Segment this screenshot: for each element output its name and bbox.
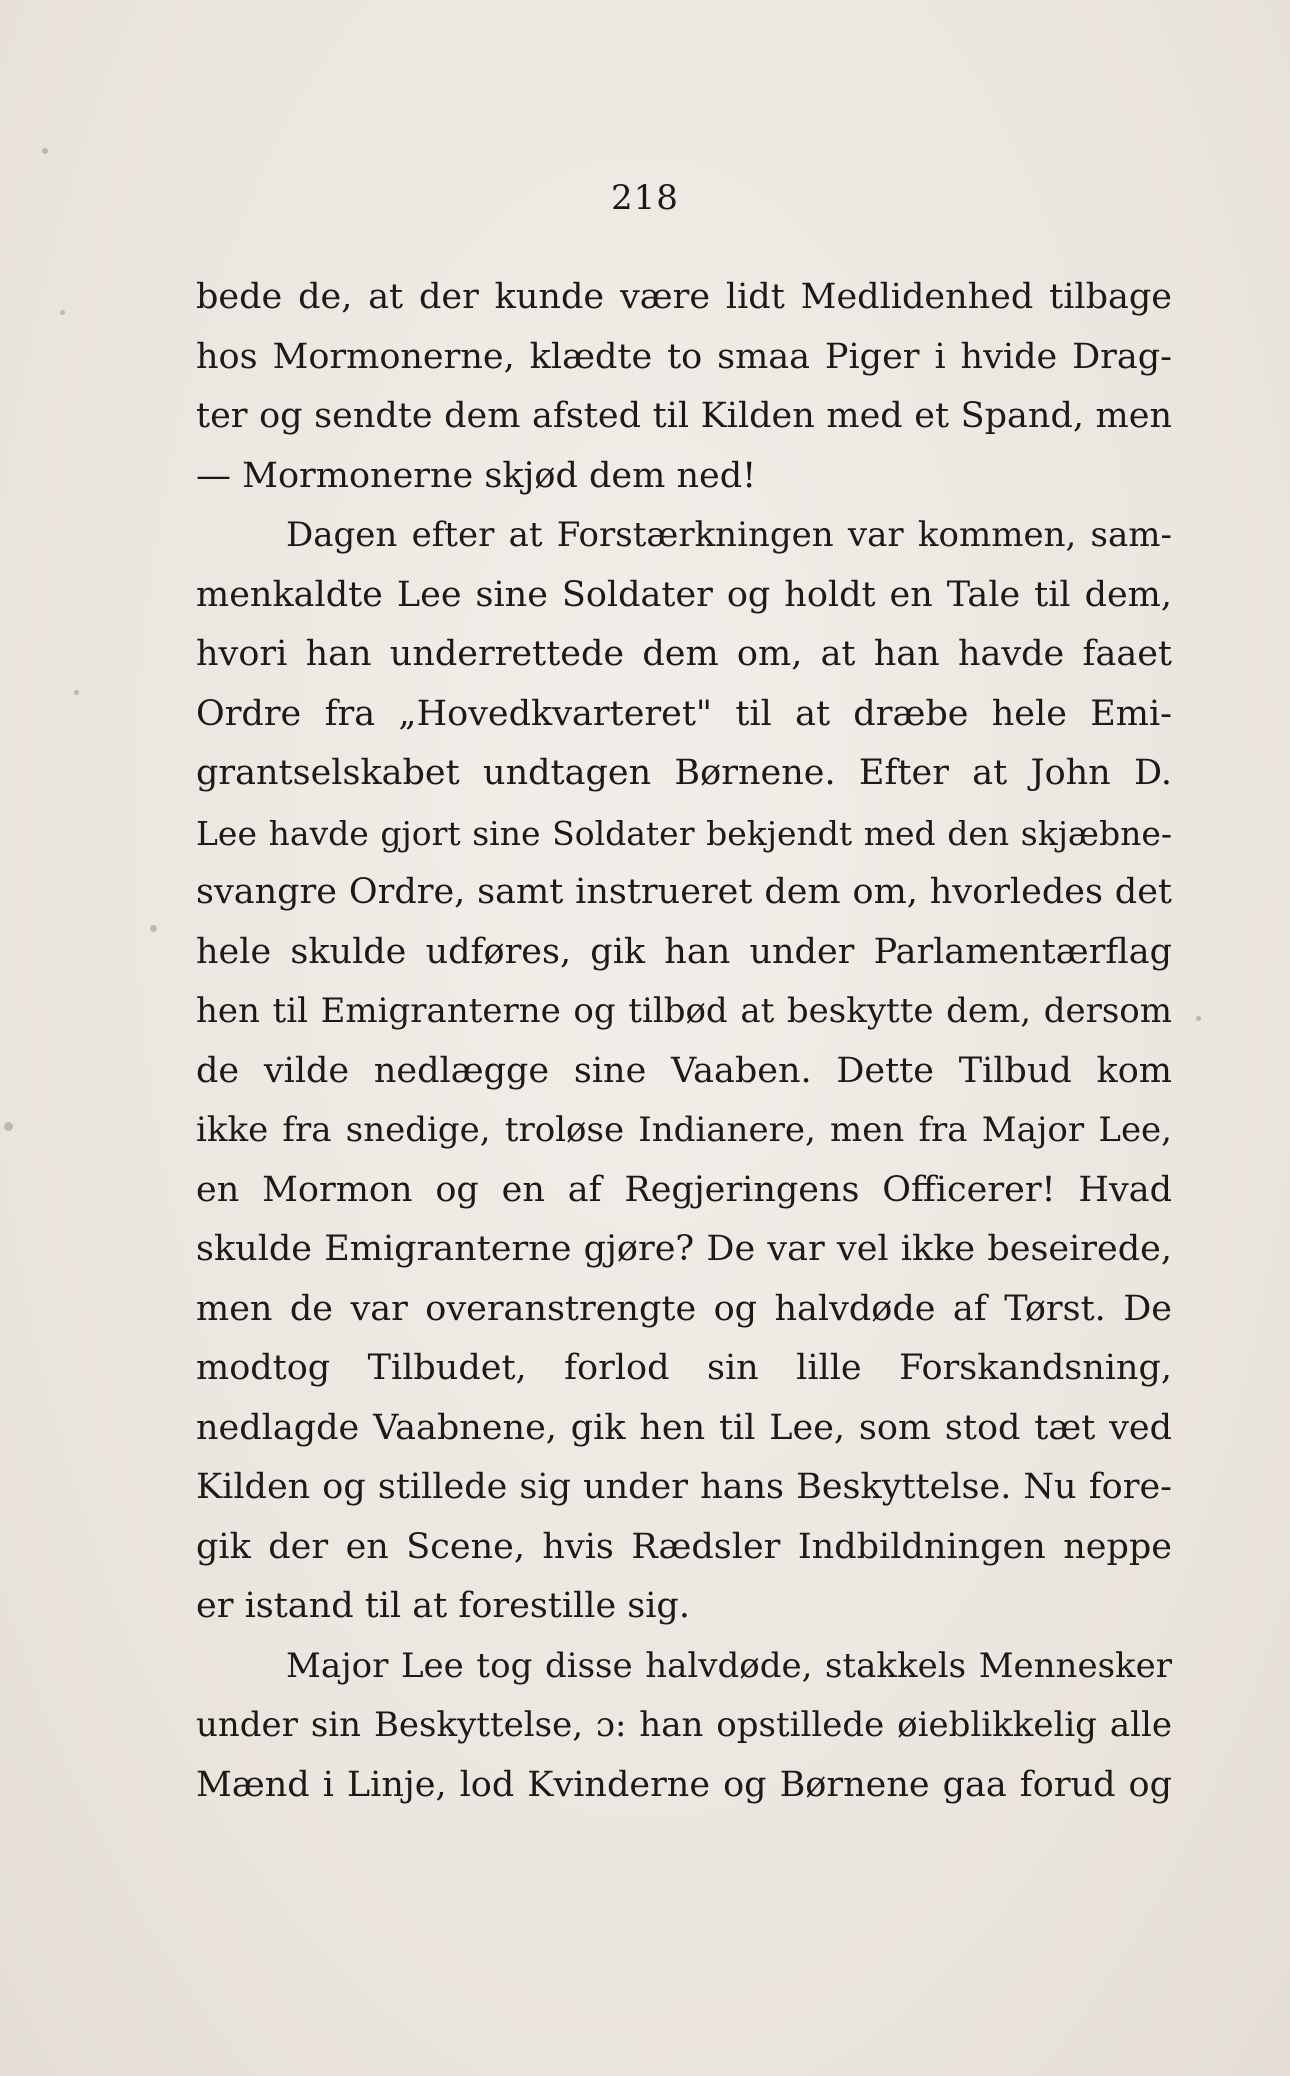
text-line: men de var overanstrengte og halvdøde af Tørst. De: [196, 1288, 1172, 1329]
text-line: modtog Tilbudet, forlod sin lille Forskandsning,: [196, 1348, 1172, 1388]
paper-speck: [42, 148, 48, 154]
paper-speck: [60, 310, 65, 315]
text-line: Major Lee tog disse halvdøde, stakkels Mennesker: [286, 1645, 1172, 1686]
paper-speck: [4, 1122, 13, 1131]
text-line: Lee havde gjort sine Soldater bekjendt med den skjæbne-: [196, 813, 1172, 853]
text-line: Ordre fra „Hovedkvarteret" til at dræbe hele Emi-: [196, 693, 1172, 734]
text-line: Mænd i Linje, lod Kvinderne og Børnene gaa forud og: [196, 1764, 1172, 1805]
text-line: hele skulde udføres, gik han under Parlamentærflag: [196, 931, 1172, 972]
text-line: skulde Emigranterne gjøre? De var vel ikke beseirede,: [196, 1229, 1172, 1269]
body-text: [196, 268, 1172, 1815]
text-line: hvori han underrettede dem om, at han havde faaet: [196, 634, 1172, 674]
text-line: ikke fra snedige, troløse Indianere, men fra Major Lee,: [196, 1110, 1172, 1150]
text-line: gik der en Scene, hvis Rædsler Indbildningen neppe: [196, 1526, 1172, 1567]
paper-speck: [1196, 1016, 1201, 1021]
text-line: hos Mormonerne, klædte to smaa Piger i hvide Drag-: [196, 336, 1172, 377]
text-line: under sin Beskyttelse, ɔ: han opstillede øieblikkelig alle: [196, 1705, 1172, 1745]
paper-speck: [74, 690, 79, 695]
page-number: 218: [611, 178, 679, 218]
text-line: bede de, at der kunde være lidt Medlidenhed tilbage: [196, 277, 1172, 317]
text-line: Dagen efter at Forstærkningen var kommen, sam-: [286, 515, 1172, 555]
text-line: ter og sendte dem afsted til Kilden med et Spand, men: [196, 396, 1172, 436]
text-line: svangre Ordre, samt instrueret dem om, hvorledes det: [196, 872, 1172, 912]
text-line: — Mormonerne skjød dem ned!: [196, 455, 757, 496]
text-line: menkaldte Lee sine Soldater og holdt en Tale til dem,: [196, 574, 1172, 615]
text-line: Kilden og stillede sig under hans Beskyttelse. Nu fore-: [196, 1467, 1172, 1507]
text-line: de vilde nedlægge sine Vaaben. Dette Tilbud kom: [196, 1050, 1172, 1091]
text-line: hen til Emigranterne og tilbød at beskytte dem, dersom: [196, 991, 1172, 1031]
text-line: nedlagde Vaabnene, gik hen til Lee, som stod tæt ved: [196, 1407, 1172, 1448]
text-line: en Mormon og en af Regjeringens Officerer! Hvad: [196, 1169, 1172, 1210]
text-line: er istand til at forestille sig.: [196, 1586, 690, 1626]
paper-speck: [150, 925, 157, 932]
text-line: grantselskabet undtagen Børnene. Efter at John D.: [196, 753, 1172, 793]
